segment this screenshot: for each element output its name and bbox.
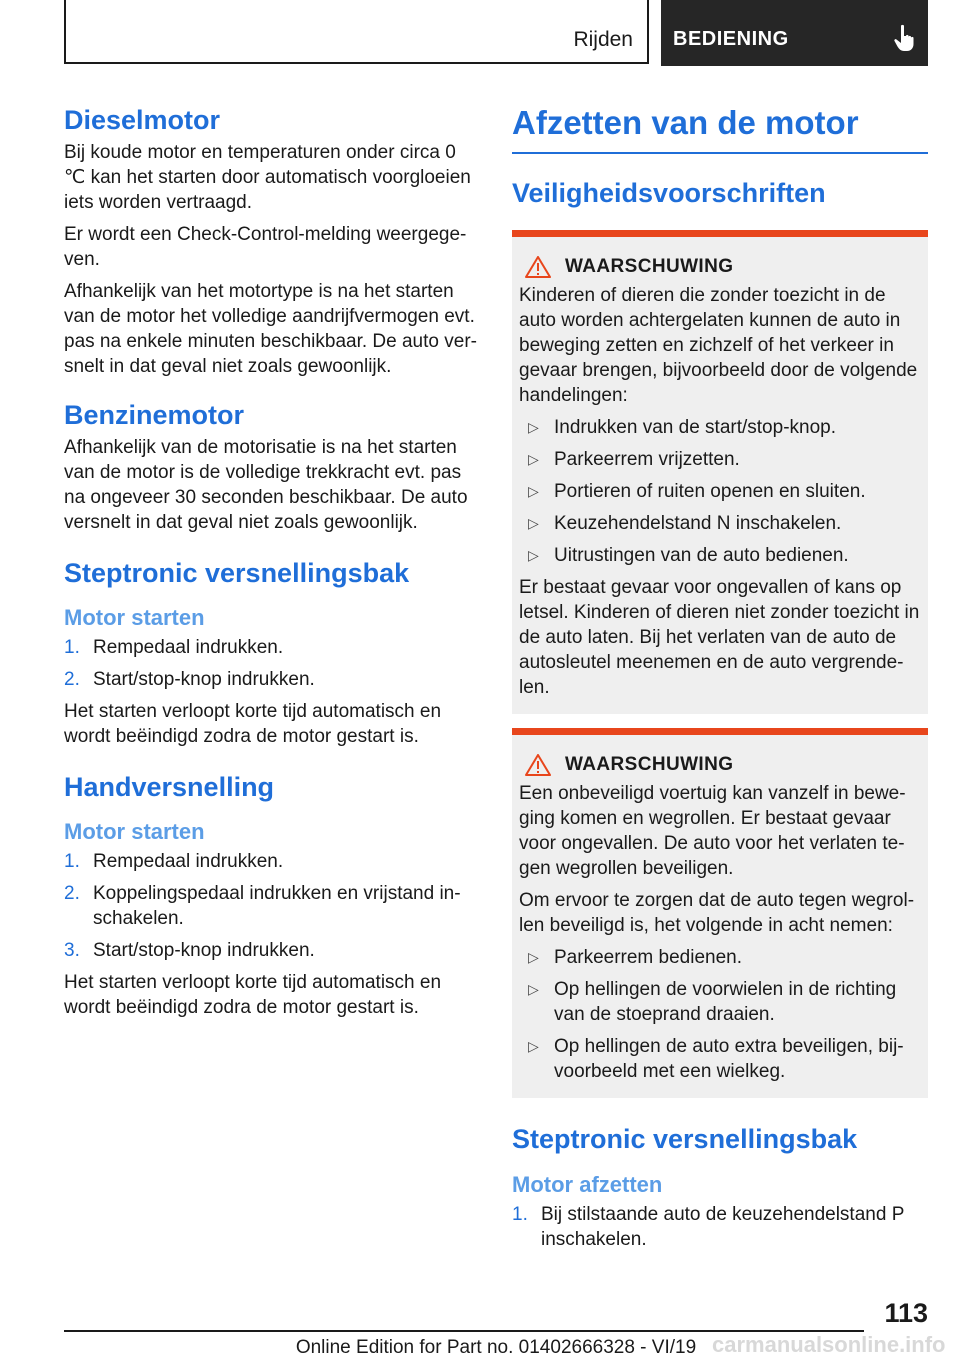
list-item bbox=[64, 635, 480, 660]
step-number: 1. bbox=[64, 637, 80, 658]
triangle-bullet-icon: ▷ bbox=[528, 515, 539, 531]
triangle-bullet-icon: ▷ bbox=[528, 981, 539, 997]
watermark: carmanualsonline.info bbox=[712, 1332, 946, 1357]
list-item-text: Op hellingen de auto extra beveiligen, bijvoorbeeld met een wielkeg. bbox=[554, 1036, 904, 1082]
step-number: 1. bbox=[64, 851, 80, 872]
diesel-paragraph-1: Bij koude motor en temperaturen onder circa 0 ℃ kan het starten door automatisch voorgloeien iets worden vertraagd. bbox=[64, 142, 471, 213]
heading-rule bbox=[512, 152, 928, 154]
step-number: 3. bbox=[64, 940, 80, 961]
warning-box-1 bbox=[512, 230, 928, 714]
list-item bbox=[512, 1202, 928, 1252]
diesel-heading: Dieselmotor bbox=[64, 105, 221, 135]
list-item bbox=[64, 938, 480, 963]
warning-box-2 bbox=[512, 728, 928, 1098]
step-text: Bij stilstaande auto de keuzehendelstand P inschakelen. bbox=[541, 1204, 905, 1250]
page-number: 113 bbox=[884, 1298, 928, 1328]
step-text: Start/stop-knop indrukken. bbox=[93, 669, 315, 690]
steptronic-right-steps bbox=[512, 1202, 928, 1252]
triangle-bullet-icon: ▷ bbox=[528, 547, 539, 563]
warning-triangle-icon bbox=[525, 256, 551, 278]
warning-title bbox=[519, 255, 921, 279]
warning-triangle-icon bbox=[525, 754, 551, 776]
step-text: Koppelingspedaal indrukken en vrijstand inschakelen. bbox=[93, 883, 461, 929]
handversnelling-heading: Handversnelling bbox=[64, 772, 275, 802]
header-section-label: Rijden bbox=[573, 28, 633, 51]
warning-label: WAARSCHUWING bbox=[565, 754, 734, 775]
list-item bbox=[519, 415, 921, 440]
left-column bbox=[64, 100, 480, 1020]
handversnelling-paragraph: Het starten verloopt korte tijd automatisch en wordt beëindigd zodra de motor gestart is. bbox=[64, 972, 442, 1018]
edition-text: Online Edition for Part no. 01402666328 - VI/19 bbox=[295, 1337, 697, 1358]
warning-intro: Een onbeveiligd voertuig kan vanzelf in beweging komen en wegrollen. Er bestaat gevaar voor ongevallen. De auto voor het verlaten tegen wegrollen beveiligen. bbox=[519, 783, 906, 879]
step-text: Start/stop-knop indrukken. bbox=[93, 940, 315, 961]
list-item-text: Parkeerrem vrijzetten. bbox=[554, 449, 740, 470]
steptronic-right-heading: Steptronic versnellingsbak bbox=[512, 1124, 858, 1154]
benzine-heading: Benzinemotor bbox=[64, 400, 245, 430]
step-number: 2. bbox=[64, 883, 80, 904]
triangle-bullet-icon: ▷ bbox=[528, 1038, 539, 1054]
header-chapter-box bbox=[661, 0, 928, 66]
list-item bbox=[519, 511, 921, 536]
triangle-bullet-icon: ▷ bbox=[528, 451, 539, 467]
steptronic-steps bbox=[64, 635, 480, 692]
list-item-text: Parkeerrem bedienen. bbox=[554, 947, 742, 968]
steptronic-paragraph: Het starten verloopt korte tijd automatisch en wordt beëindigd zodra de motor gestart is. bbox=[64, 701, 442, 747]
diesel-paragraph-3: Afhankelijk van het motortype is na het starten van de motor het volledige aandrijfvermogen evt. pas na enkele minuten beschikbaar. De auto versnelt in dat geval niet zoals gewoonlijk. bbox=[64, 281, 477, 377]
steptronic-heading: Steptronic versnellingsbak bbox=[64, 558, 410, 588]
hand-pointer-icon bbox=[892, 24, 918, 52]
step-number: 1. bbox=[512, 1204, 528, 1225]
step-text: Rempedaal indrukken. bbox=[93, 637, 284, 658]
header-chapter-label: BEDIENING bbox=[673, 28, 789, 50]
afzetten-heading: Afzetten van de motor bbox=[512, 104, 859, 141]
warning-label: WAARSCHUWING bbox=[565, 256, 734, 277]
right-column bbox=[512, 100, 928, 1252]
list-item bbox=[519, 543, 921, 568]
triangle-bullet-icon: ▷ bbox=[528, 419, 539, 435]
list-item bbox=[64, 881, 480, 931]
steptronic-right-subheading: Motor afzetten bbox=[512, 1172, 663, 1197]
list-item bbox=[519, 447, 921, 472]
steptronic-subheading: Motor starten bbox=[64, 605, 205, 630]
list-item bbox=[519, 945, 921, 970]
warning-list bbox=[519, 945, 921, 1084]
header-section-box bbox=[64, 0, 649, 64]
warning-title bbox=[519, 753, 921, 777]
warning-outro: Er bestaat gevaar voor ongevallen of kans op letsel. Kinderen of dieren niet zonder toezicht in de auto laten. Bij het verlaten van de auto de autosleutel meenemen en de auto vergrendelen. bbox=[519, 577, 920, 698]
list-item bbox=[519, 1034, 921, 1084]
safety-heading: Veiligheidsvoorschriften bbox=[512, 178, 826, 208]
list-item-text: Indrukken van de start/stop-knop. bbox=[554, 417, 836, 438]
list-item bbox=[64, 667, 480, 692]
benzine-paragraph: Afhankelijk van de motorisatie is na het starten van de motor is de volledige trekkracht evt. pas na ongeveer 30 seconden beschikbaar. De auto versnelt in dat geval niet zoals gewoonlijk. bbox=[64, 437, 468, 533]
triangle-bullet-icon: ▷ bbox=[528, 483, 539, 499]
warning-list bbox=[519, 415, 921, 568]
diesel-paragraph-2: Er wordt een Check-Control-melding weergegeven. bbox=[64, 224, 467, 270]
page-header bbox=[64, 0, 928, 66]
list-item-text: Keuzehendelstand N inschakelen. bbox=[554, 513, 842, 534]
list-item bbox=[519, 977, 921, 1027]
handversnelling-subheading: Motor starten bbox=[64, 819, 205, 844]
list-item bbox=[64, 849, 480, 874]
warning-intro-2: Om ervoor te zorgen dat de auto tegen wegrollen beveiligd is, het volgende in acht nemen: bbox=[519, 890, 915, 936]
step-text: Rempedaal indrukken. bbox=[93, 851, 284, 872]
list-item-text: Uitrustingen van de auto bedienen. bbox=[554, 545, 849, 566]
step-number: 2. bbox=[64, 669, 80, 690]
triangle-bullet-icon: ▷ bbox=[528, 949, 539, 965]
list-item-text: Op hellingen de voorwielen in de richting van de stoeprand draaien. bbox=[554, 979, 897, 1025]
handversnelling-steps bbox=[64, 849, 480, 963]
list-item-text: Portieren of ruiten openen en sluiten. bbox=[554, 481, 866, 502]
list-item bbox=[519, 479, 921, 504]
warning-intro: Kinderen of dieren die zonder toezicht in de auto worden achtergelaten kunnen de auto in beweging zetten en zichzelf of het verkeer in gevaar brengen, bijvoorbeeld door de volgende handelingen: bbox=[519, 285, 918, 406]
